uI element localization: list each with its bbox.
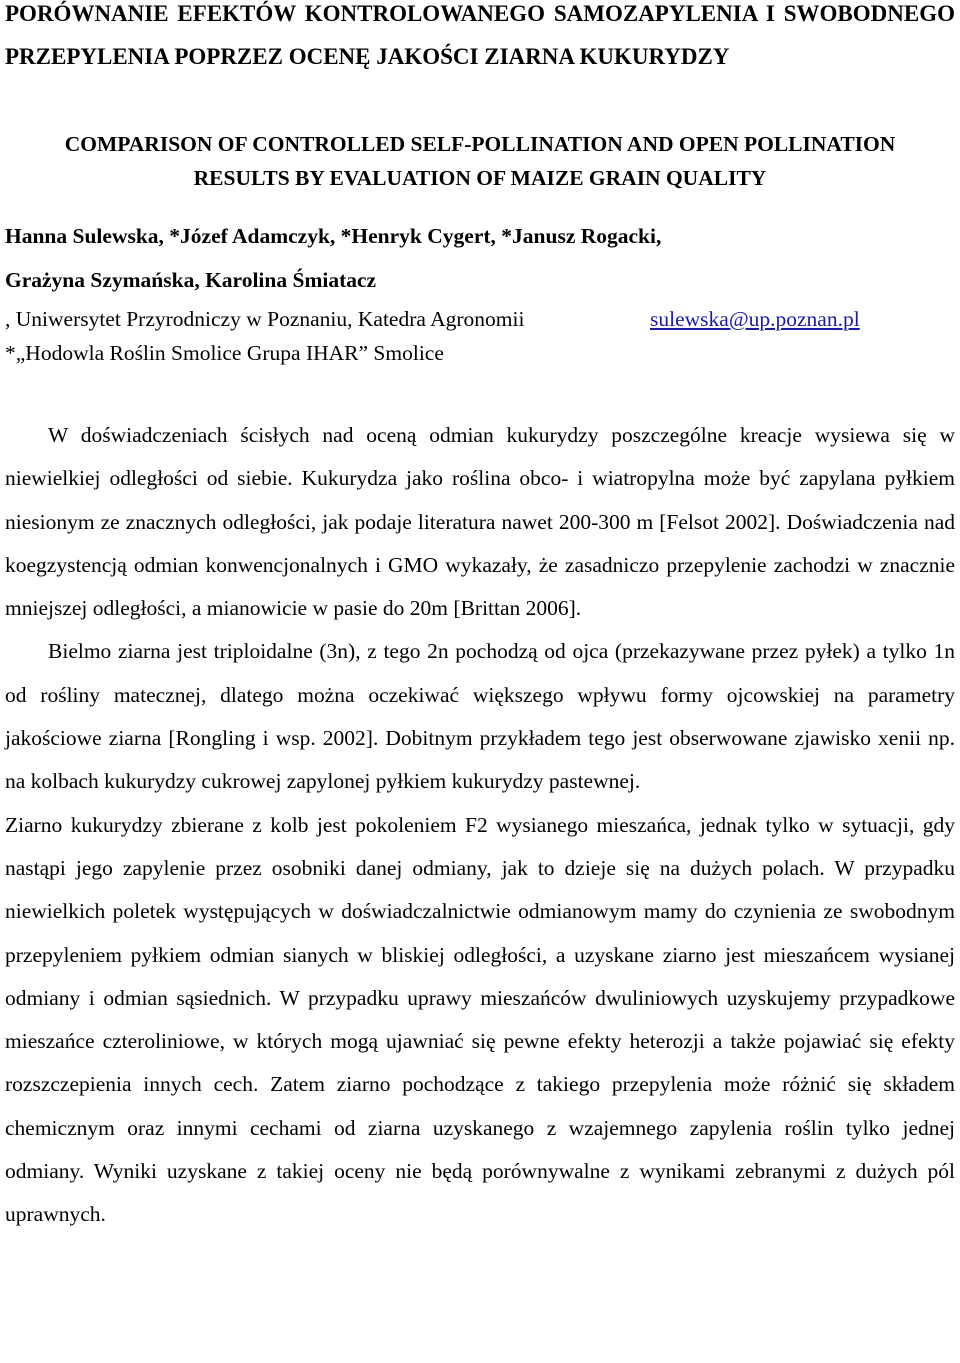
title-english-line-2: RESULTS BY EVALUATION OF MAIZE GRAIN QUALITY <box>193 166 767 190</box>
paragraph: Bielmo ziarna jest triploidalne (3n), z tego 2n pochodzą od ojca (przekazywane przez pyłek) a tylko 1n od rośliny matecznej, dlatego można oczekiwać większego wpływu formy ojcowskiej na parametry jakościowe ziarna [Rongling i wsp. 2002]. Dobitnym przykładem tego jest obserwowane zjawisko xenii np. na kolbach kukurydzy cukrowej zapylonej pyłkiem kukurydzy pastewnej. <box>5 639 955 794</box>
body-text <box>5 414 955 1237</box>
authors-line-2: Grażyna Szymańska, Karolina Śmiatacz <box>5 268 377 292</box>
title-english <box>5 127 955 195</box>
title-english-line-1: COMPARISON OF CONTROLLED SELF-POLLINATION AND OPEN POLLINATION <box>64 132 896 156</box>
title-polish: PORÓWNANIE EFEKTÓW KONTROLOWANEGO SAMOZAPYLENIA I SWOBODNEGO PRZEPYLENIA POPRZEZ OCENĘ JAKOŚCI ZIARNA KUKURYDZY <box>5 1 955 69</box>
affiliation-1-text: , Uniwersytet Przyrodniczy w Poznaniu, Katedra Agronomii <box>5 307 525 331</box>
affiliation-2: *„Hodowla Roślin Smolice Grupa IHAR” Smolice <box>5 341 444 365</box>
paragraph: Ziarno kukurydzy zbierane z kolb jest pokoleniem F2 wysianego mieszańca, jednak tylko w sytuacji, gdy nastąpi jego zapylenie przez osobniki danej odmiany, jak to dzieje się na dużych polach. W przypadku niewielkich poletek występujących w doświadczalnictwie odmianowym mamy do czynienia ze swobodnym przepyleniem pyłkiem odmian sianych w bliskiej odległości, a uzyskane ziarno jest mieszańcem wysianej odmiany i odmian sąsiednich. W przypadku uprawy mieszańców dwuliniowych uzyskujemy przypadkowe mieszańce czteroliniowe, w których mogą ujawniać się pewne efekty heterozji a także pojawiać się efekty rozszczepienia innych cech. Zatem ziarno pochodzące z takiego przepylenia może różnić się składem chemicznym oraz innymi cechami od ziarna uzyskanego z wzajemnego zapylenia roślin tylko jednej odmiany. Wyniki uzyskane z takiej oceny nie będą porównywalne z wynikami zebranymi z dużych pól uprawnych. <box>5 812 955 1227</box>
author-list <box>5 214 955 302</box>
authors-line-1: Hanna Sulewska, *Józef Adamczyk, *Henryk Cygert, *Janusz Rogacki, <box>5 224 662 248</box>
email-link[interactable]: sulewska@up.poznan.pl <box>650 307 860 331</box>
affiliation-1 <box>5 302 960 336</box>
paragraph: W doświadczeniach ścisłych nad oceną odmian kukurydzy poszczególne kreacje wysiewa się w niewielkiej odległości od siebie. Kukurydza jako roślina obco- i wiatropylna może być zapylana pyłkiem niesionym ze znacznych odległości, jak podaje literatura nawet 200-300 m [Felsot 2002]. Doświadczenia nad koegzystencją odmian konwencjonalnych i GMO wykazały, że zasadniczo przepylenie zachodzi w znacznie mniejszej odległości, a mianowicie w pasie do 20m [Brittan 2006]. <box>5 423 955 621</box>
